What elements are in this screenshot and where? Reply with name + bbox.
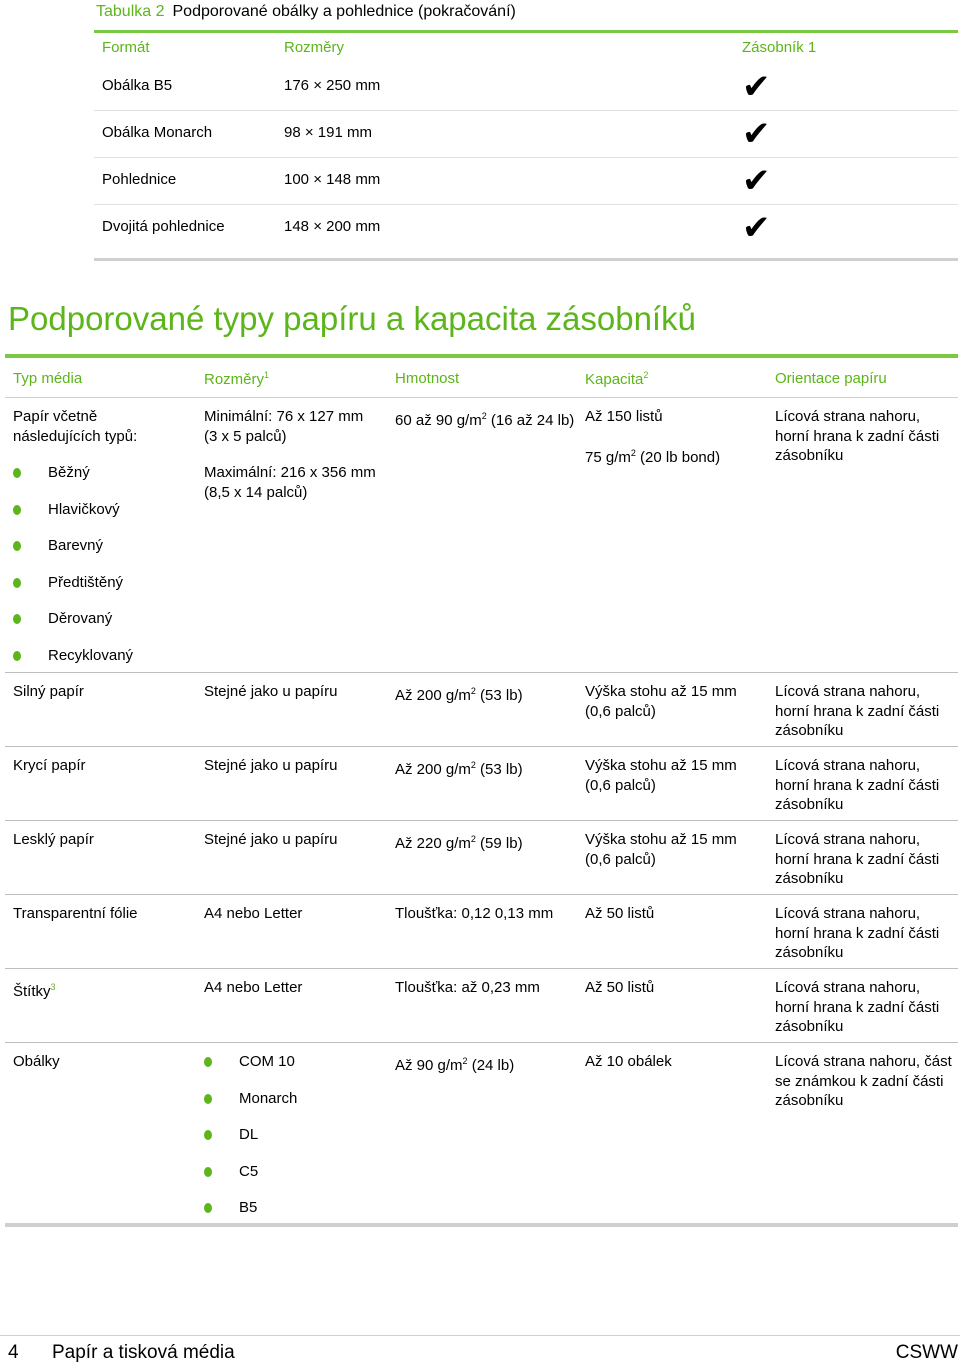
capacity-weight-unit: (20 lb bond) <box>635 449 721 466</box>
bullet-icon <box>204 1167 212 1177</box>
weight-unit: (59 lb) <box>475 835 523 852</box>
footnote-2: 2 <box>643 370 649 380</box>
row-divider <box>5 820 958 821</box>
list-item <box>13 536 133 573</box>
row-divider <box>5 968 958 969</box>
envelopes-capacity: Až 10 obálek <box>585 1053 672 1070</box>
capacity-cell: Až 50 listů <box>585 905 655 922</box>
table2-caption <box>96 3 516 21</box>
subtype-label: Předtištěný <box>48 573 124 591</box>
size-cell: A4 nebo Letter <box>204 979 303 996</box>
table2-header-format: Formát <box>102 39 150 56</box>
page-number: 4 <box>8 1342 19 1363</box>
checkmark-icon: ✔ <box>742 68 771 106</box>
checkmark-icon: ✔ <box>742 209 771 247</box>
capacity-cell: Až 50 listů <box>585 979 655 996</box>
weight-cell <box>395 682 580 706</box>
header-orientation: Orientace papíru <box>775 370 887 387</box>
format-cell: Obálka Monarch <box>102 124 213 141</box>
table3-top-rule <box>5 354 958 358</box>
media-cell <box>13 978 193 1002</box>
bullet-icon <box>204 1203 212 1213</box>
subtype-label: Barevný <box>48 537 104 554</box>
envelope-size-label: B5 <box>239 1199 258 1216</box>
header-size <box>204 370 269 388</box>
checkmark-icon: ✔ <box>742 162 771 200</box>
envelope-size-label: DL <box>239 1126 259 1143</box>
footer-rule <box>0 1335 960 1336</box>
bullet-icon <box>13 651 21 661</box>
weight-cell: Tloušťka: 0,12 0,13 mm <box>395 905 554 922</box>
capacity-cell: Výška stohu až 15 mm (0,6 palců) <box>585 831 737 868</box>
table2-row <box>94 157 958 205</box>
size-cell: Stejné jako u papíru <box>204 831 338 848</box>
format-cell: Dvojitá pohlednice <box>102 218 225 235</box>
header-weight: Hmotnost <box>395 370 460 387</box>
orientation-cell: Lícová strana nahoru, horní hrana k zadní části zásobníku <box>775 757 940 813</box>
table2-title: Podporované obálky a pohlednice (pokračování) <box>172 3 516 20</box>
bullet-icon <box>204 1130 212 1140</box>
list-item <box>13 463 133 500</box>
list-item <box>204 1089 297 1126</box>
bullet-icon <box>13 468 21 478</box>
format-cell: Pohlednice <box>102 171 177 188</box>
header-media-type: Typ média <box>13 370 83 387</box>
paper-weight <box>395 407 580 431</box>
envelope-size-label: COM 10 <box>239 1053 295 1070</box>
size-cell: Stejné jako u papíru <box>204 757 338 774</box>
list-item <box>204 1198 297 1235</box>
footnote-3: 3 <box>50 982 56 992</box>
weight-cell <box>395 830 580 854</box>
format-cell: Obálka B5 <box>102 77 173 94</box>
media-cell: Silný papír <box>13 683 84 700</box>
list-item <box>204 1052 297 1089</box>
envelopes-weight <box>395 1052 580 1076</box>
media-cell: Lesklý papír <box>13 831 94 848</box>
subtype-label: Děrovaný <box>48 610 113 627</box>
table2-header-size: Rozměry <box>284 39 345 56</box>
envelopes-orientation: Lícová strana nahoru, část se známkou k zadní části zásobníku <box>775 1053 952 1109</box>
media-label: Štítky <box>13 983 51 1000</box>
orientation-cell: Lícová strana nahoru, horní hrana k zadní části zásobníku <box>775 683 940 739</box>
envelopes-media-cell: Obálky <box>13 1053 60 1070</box>
bullet-icon <box>13 505 21 515</box>
table2-row <box>94 110 958 158</box>
list-item <box>204 1162 297 1199</box>
list-item <box>204 1125 297 1162</box>
list-item <box>13 609 133 646</box>
size-cell: 148 × 200 mm <box>284 218 381 235</box>
table3-bottom-rule <box>5 1223 958 1227</box>
row-divider <box>5 1042 958 1043</box>
weight-unit: (24 lb) <box>467 1057 515 1074</box>
weight-unit: (16 až 24 lb) <box>486 412 575 429</box>
envelope-size-label: Monarch <box>239 1089 298 1107</box>
capacity-cell: Výška stohu až 15 mm (0,6 palců) <box>585 683 737 720</box>
header-capacity <box>585 370 648 388</box>
paper-media-cell: Papír včetně následujících typů: <box>13 408 138 445</box>
header-size-label: Rozměry <box>204 371 265 388</box>
table2-label: Tabulka 2 <box>96 3 165 20</box>
superscript: 2 <box>470 686 476 696</box>
size-cell: 100 × 148 mm <box>284 171 381 188</box>
list-item <box>13 646 133 683</box>
superscript: 2 <box>470 834 476 844</box>
weight-value: Až 220 g/m <box>395 835 471 852</box>
table2-header-tray1: Zásobník 1 <box>742 39 817 56</box>
size-cell: 176 × 250 mm <box>284 77 381 94</box>
table2-top-rule <box>94 30 958 33</box>
footer-title: Papír a tisková média <box>52 1342 235 1363</box>
list-item <box>13 500 133 537</box>
weight-value: Až 200 g/m <box>395 761 471 778</box>
bullet-icon <box>13 614 21 624</box>
paper-capacity-weight <box>585 444 770 468</box>
row-divider <box>5 746 958 747</box>
orientation-cell: Lícová strana nahoru, horní hrana k zadní části zásobníku <box>775 905 940 961</box>
size-cell: Stejné jako u papíru <box>204 683 338 700</box>
weight-value: 60 až 90 g/m <box>395 412 482 429</box>
size-cell: A4 nebo Letter <box>204 905 303 922</box>
weight-value: Až 200 g/m <box>395 687 471 704</box>
paper-capacity-sheets: Až 150 listů <box>585 408 663 425</box>
table2-bottom-rule <box>94 258 958 261</box>
row-divider <box>5 894 958 895</box>
media-cell: Transparentní fólie <box>13 905 138 922</box>
list-item <box>13 573 133 610</box>
weight-cell: Tloušťka: až 0,23 mm <box>395 979 540 996</box>
subtype-label: Hlavičkový <box>48 500 120 518</box>
paper-size-min: Minimální: 76 x 127 mm (3 x 5 palců) <box>204 408 364 445</box>
weight-unit: (53 lb) <box>475 687 523 704</box>
section-title: Podporované typy papíru a kapacita zásobníků <box>8 300 696 337</box>
footer-code: CSWW <box>895 1342 958 1363</box>
paper-subtype-list <box>13 463 133 682</box>
orientation-cell: Lícová strana nahoru, horní hrana k zadní části zásobníku <box>775 831 940 887</box>
subtype-label: Běžný <box>48 464 90 481</box>
superscript: 2 <box>481 411 487 421</box>
envelope-size-list <box>204 1052 297 1235</box>
subtype-label: Recyklovaný <box>48 646 134 664</box>
capacity-weight-value: 75 g/m <box>585 449 631 466</box>
checkmark-icon: ✔ <box>742 115 771 153</box>
bullet-icon <box>13 541 21 551</box>
bullet-icon <box>13 578 21 588</box>
footnote-1: 1 <box>264 370 270 380</box>
paper-size-max: Maximální: 216 x 356 mm (8,5 x 14 palců) <box>204 464 376 501</box>
superscript: 2 <box>462 1056 468 1066</box>
weight-cell <box>395 756 580 780</box>
row-divider <box>5 672 958 673</box>
orientation-cell: Lícová strana nahoru, horní hrana k zadní části zásobníku <box>775 979 940 1035</box>
envelope-size-label: C5 <box>239 1162 259 1180</box>
table3-header-rule <box>5 397 958 398</box>
weight-unit: (53 lb) <box>475 761 523 778</box>
superscript: 2 <box>470 760 476 770</box>
paper-orientation: Lícová strana nahoru, horní hrana k zadní části zásobníku <box>775 408 940 464</box>
weight-value: Až 90 g/m <box>395 1057 463 1074</box>
table2-row <box>94 63 958 111</box>
header-capacity-label: Kapacita <box>585 371 644 388</box>
superscript: 2 <box>630 448 636 458</box>
bullet-icon <box>204 1094 212 1104</box>
table2-row <box>94 204 958 251</box>
bullet-icon <box>204 1057 212 1067</box>
size-cell: 98 × 191 mm <box>284 124 372 141</box>
capacity-cell: Výška stohu až 15 mm (0,6 palců) <box>585 757 737 794</box>
media-cell: Krycí papír <box>13 757 86 774</box>
